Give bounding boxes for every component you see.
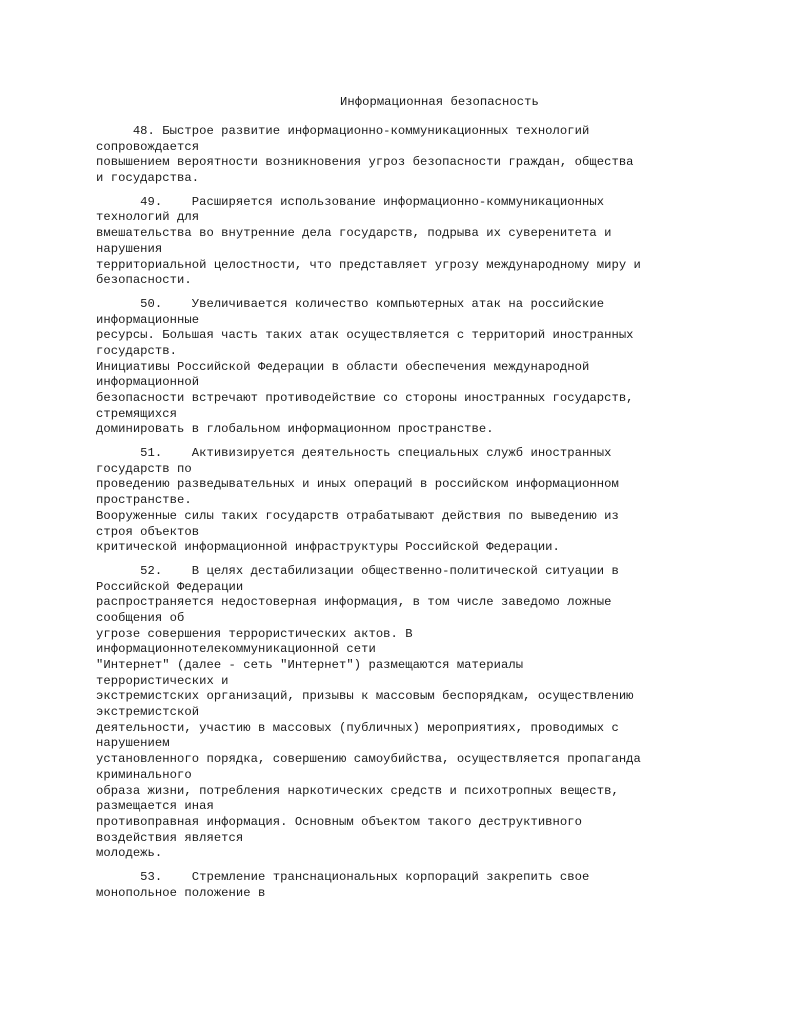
paragraph [96,564,706,862]
text-line: воздействия является [96,830,244,845]
text-line: экстремистской [96,705,200,720]
text-line: распространяется недостоверная информация, в том числе заведомо ложные [96,595,612,610]
text-line: нарушением [96,736,170,751]
text-line: информационной [96,375,200,390]
paragraph [96,195,706,289]
text-line: проведению разведывательных и иных операций в российском информационном [96,477,619,492]
text-line: сообщения об [96,610,185,625]
paragraph [96,870,706,901]
text-line: безопасности встречают противодействие со стороны иностранных государств, [96,391,634,405]
text-line: нарушения [96,241,163,256]
text-line: размещается иная [96,799,214,814]
paragraph [96,446,706,556]
text-line: монопольное положение в [96,885,266,900]
text-line: "Интернет" (далее - сеть "Интернет") размещаются материалы [96,658,524,672]
text-line: установленного порядка, совершению самоубийства, осуществляется пропаганда [96,752,641,767]
document-body [96,124,706,909]
paragraph [96,297,706,438]
text-line: доминировать в глобальном информационном пространстве. [96,422,494,437]
text-line: критической информационной инфраструктуры Российской Федерации. [96,540,560,555]
text-line: информационные [96,312,200,327]
document-title: Информационная безопасность [340,95,539,109]
text-line: пространстве. [96,493,192,508]
text-line: безопасности. [96,273,192,288]
text-line: 49. Расширяется использование информационно-коммуникационных [96,194,605,209]
text-line: 48. Быстрое развитие информационно-коммуникационных технологий [96,124,590,138]
text-line: строя объектов [96,524,200,539]
text-line: стремящихся [96,406,178,421]
text-line: Вооруженные силы таких государств отрабатывают действия по выведению из [96,508,619,523]
text-line: Инициативы Российской Федерации в области обеспечения международной [96,359,590,374]
text-line: технологий для [96,210,200,225]
text-line: криминального [96,767,192,782]
paragraph [96,124,706,187]
text-line: и государства. [96,171,200,186]
text-line: 51. Активизируется деятельность специальных служб иностранных [96,446,612,461]
text-line: вмешательства во внутренние дела государств, подрыва их суверенитета и [96,226,612,241]
text-line: угрозе совершения террористических актов. В [96,626,413,641]
text-line: государств по [96,461,192,476]
text-line: Российской Федерации [96,579,244,594]
text-line: образа жизни, потребления наркотических средств и психотропных веществ, [96,783,619,798]
text-line: 53. Стремление транснациональных корпораций закрепить свое [96,869,590,884]
text-line: 52. В целях дестабилизации общественно-политической ситуации в [96,563,619,578]
text-line: ресурсы. Большая часть таких атак осуществляется с территорий иностранных [96,328,634,343]
text-line: государств. [96,343,178,358]
text-line: деятельности, участию в массовых (публичных) мероприятиях, проводимых с [96,720,619,735]
text-line: противоправная информация. Основным объектом такого деструктивного [96,814,583,829]
text-line: информационнотелекоммуникационной сети [96,642,376,657]
text-line: повышением вероятности возникновения угроз безопасности граждан, общества [96,155,634,170]
text-line: молодежь. [96,846,163,861]
text-line: 50. Увеличивается количество компьютерных атак на российские [96,296,605,311]
text-line: террористических и [96,673,229,688]
text-line: территориальной целостности, что представляет угрозу международному миру и [96,257,641,272]
text-line: экстремистских организаций, призывы к массовым беспорядкам, осуществлению [96,689,634,704]
text-line: сопровождается [96,139,200,154]
